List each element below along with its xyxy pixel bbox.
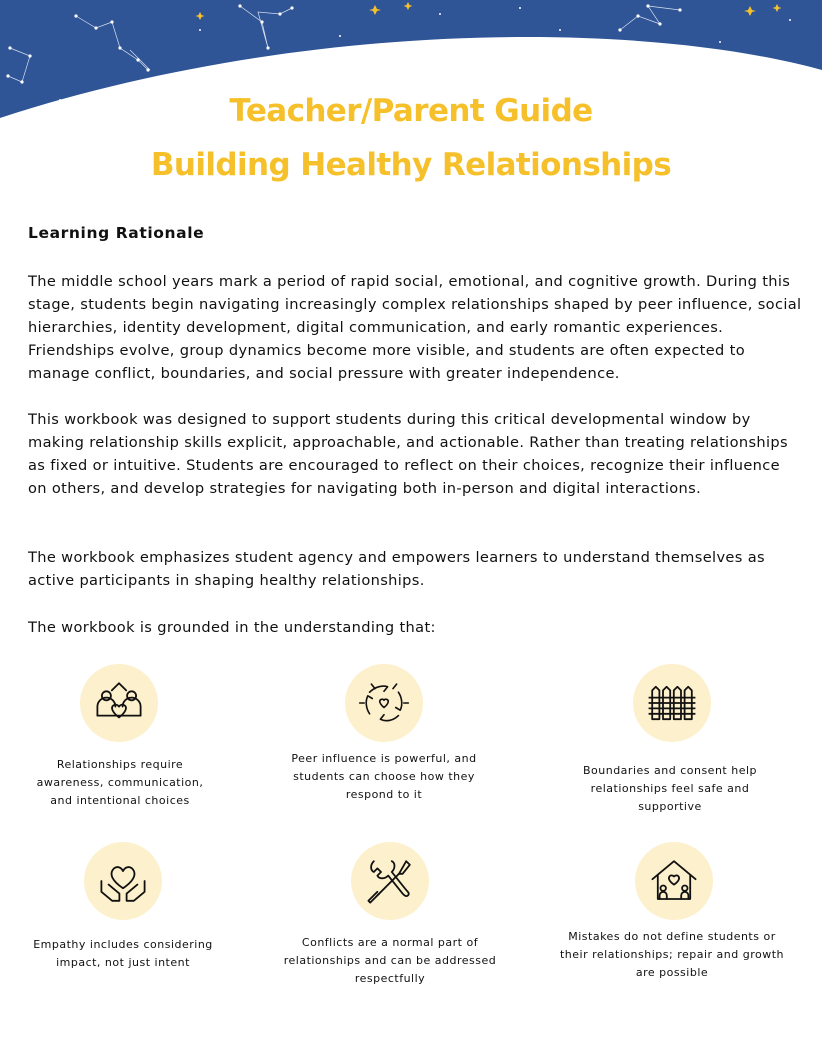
principle-item	[550, 664, 790, 816]
principle-text: Relationships require awareness, communication, and intentional choices	[36, 758, 204, 807]
rationale-paragraph-1: The middle school years mark a period of rapid social, emotional, and cognitive growth. During this stage, students begin navigating increasingly complex relationships shaped by peer influence, social hierarchies, identity development, digital communication, and early romantic experiences. Friendships evolve, group dynamics become more visible, and students are often expected to manage conflict, boundaries, and social pressure with greater independence.	[28, 273, 802, 382]
page-title-line-1: Teacher/Parent Guide	[229, 93, 593, 129]
wrench-screwdriver-icon	[363, 854, 417, 908]
people-heart-icon	[92, 676, 146, 730]
rationale-paragraph-2: This workbook was designed to support students during this critical developmental window by making relationship skills explicit, approachable, and actionable. Rather than treating relationships as fixed or intuitive. Students are encouraged to reflect on their choices, recognize their influence on others, and develop strategies for navigating both in-person and digital interactions.	[28, 411, 788, 497]
section-heading: Learning Rationale	[28, 224, 205, 242]
principle-item	[270, 842, 510, 988]
house-heart-icon	[647, 854, 701, 908]
title-block	[0, 84, 822, 192]
principle-item	[264, 664, 504, 804]
principle-text: Boundaries and consent help relationships feel safe and supportive	[582, 764, 757, 813]
icon-circle	[351, 842, 429, 920]
principle-item	[0, 664, 240, 810]
icon-circle	[633, 664, 711, 742]
principle-text: Empathy includes considering impact, not just intent	[33, 938, 213, 969]
icon-circle	[84, 842, 162, 920]
icon-circle	[635, 842, 713, 920]
icon-circle	[80, 664, 158, 742]
hands-heart-icon	[96, 854, 150, 908]
rationale-paragraph-4: The workbook is grounded in the understanding that:	[28, 619, 436, 636]
principle-text: Mistakes do not define students or their relationships; repair and growth are possible	[559, 930, 785, 979]
fence-icon	[645, 676, 699, 730]
icon-circle	[345, 664, 423, 742]
principle-text: Peer influence is powerful, and students can choose how they respond to it	[291, 752, 477, 801]
page-title-line-2: Building Healthy Relationships	[150, 147, 672, 183]
principle-item	[552, 842, 792, 982]
joined-hands-heart-icon	[357, 676, 411, 730]
rationale-paragraph-3: The workbook emphasizes student agency and empowers learners to understand themselves as active participants in shaping healthy relationships.	[28, 549, 765, 589]
principle-item	[3, 842, 243, 972]
principle-text: Conflicts are a normal part of relationships and can be addressed respectfully	[283, 936, 497, 985]
